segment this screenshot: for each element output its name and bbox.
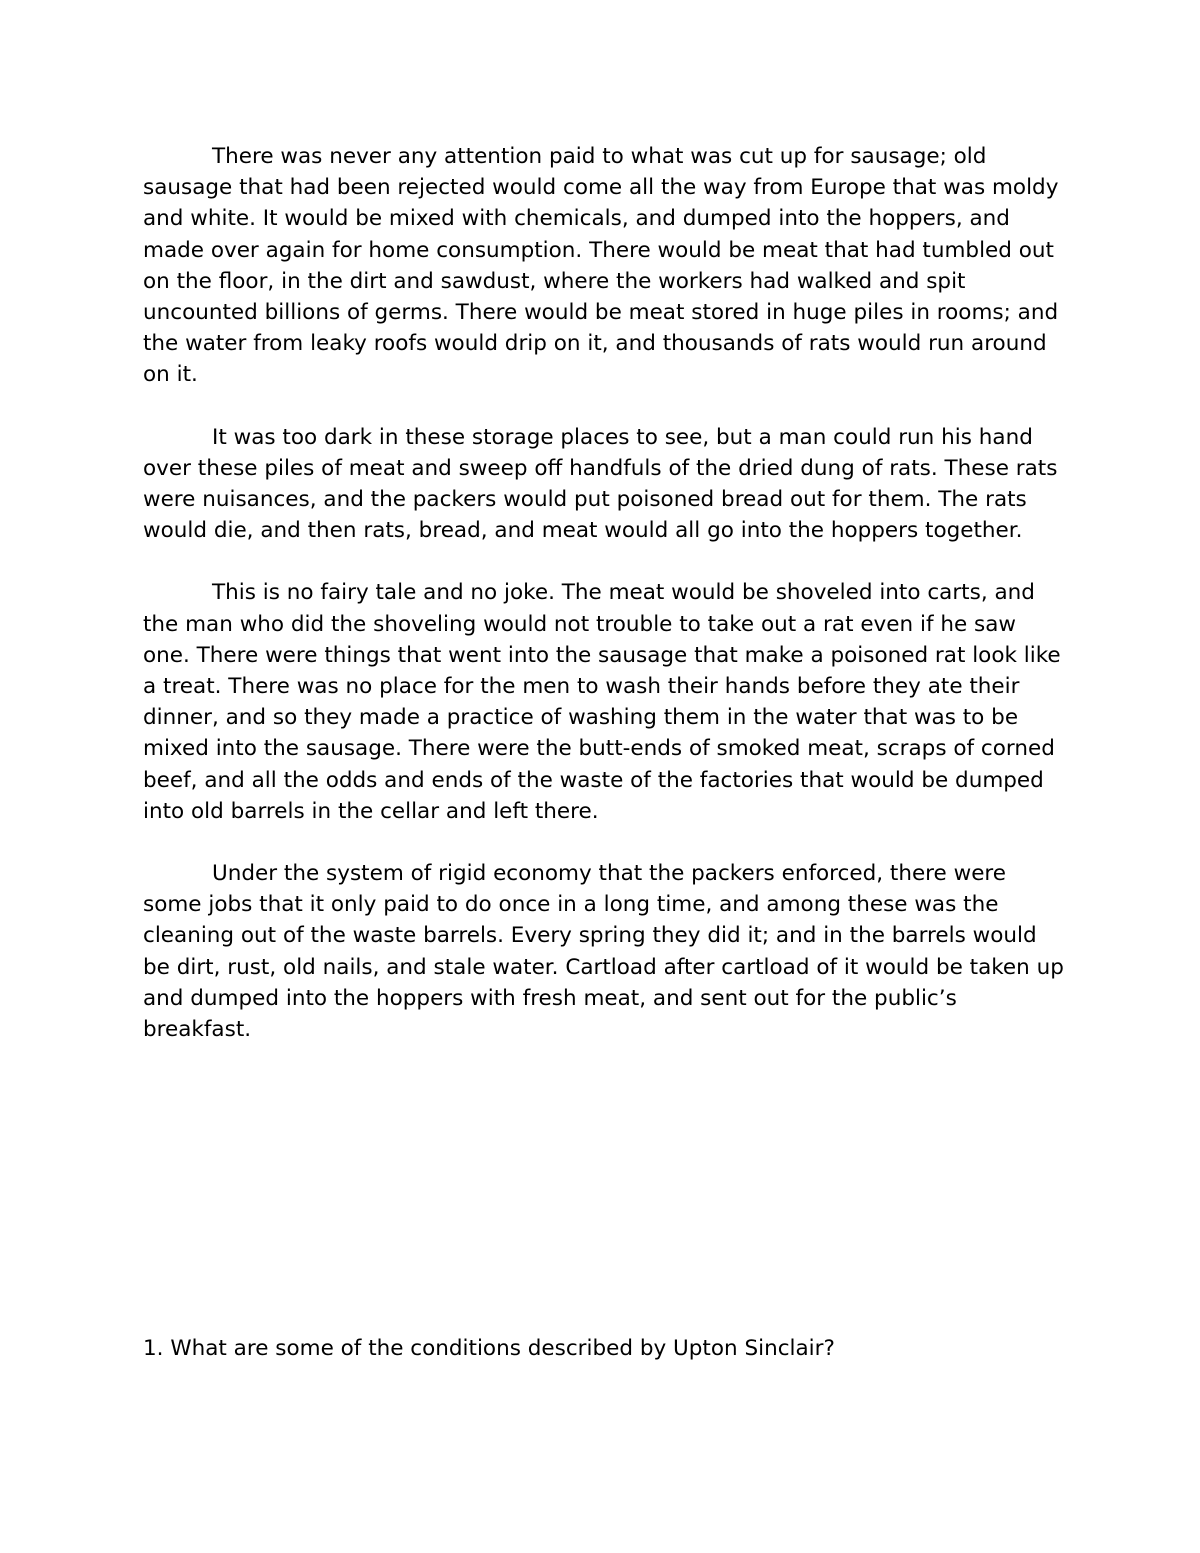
question-1: 1. What are some of the conditions described by Upton Sinclair? [143, 1336, 835, 1361]
paragraph-4: Under the system of rigid economy that the packers enforced, there were some jobs that it only paid to do once in a long time, and among these was the cleaning out of the waste barrels. Every spring they did it; and in the barrels would be dirt, rust, old nails, and stale water. Cartload after cartload of it would be taken up and dumped into the hoppers with fresh meat, and sent out for the public’s breakfast. [143, 861, 1064, 1043]
document-body [143, 141, 1068, 1076]
paragraph-3: This is no fairy tale and no joke. The meat would be shoveled into carts, and the man who did the shoveling would not trouble to take out a rat even if he saw one. There were things that went into the sausage that make a poisoned rat look like a treat. There was no place for the men to wash their hands before they ate their dinner, and so they made a practice of washing them in the water that was to be mixed into the sausage. There were the butt-ends of smoked meat, scraps of corned beef, and all the odds and ends of the waste of the factories that would be dumped into old barrels in the cellar and left there. [143, 580, 1061, 824]
paragraph-2: It was too dark in these storage places to see, but a man could run his hand over these piles of meat and sweep off handfuls of the dried dung of rats. These rats were nuisances, and the packers would put poisoned bread out for them. The rats would die, and then rats, bread, and meat would all go into the hoppers together. [143, 424, 1058, 544]
paragraph-1: There was never any attention paid to what was cut up for sausage; old sausage that had been rejected would come all the way from Europe that was moldy and white. It would be mixed with chemicals, and dumped into the hoppers, and made over again for home consumption. There would be meat that had tumbled out on the floor, in the dirt and sawdust, where the workers had walked and spit uncounted billions of germs. There would be meat stored in huge piles in rooms; and the water from leaky roofs would drip on it, and thousands of rats would run around on it. [143, 144, 1059, 388]
